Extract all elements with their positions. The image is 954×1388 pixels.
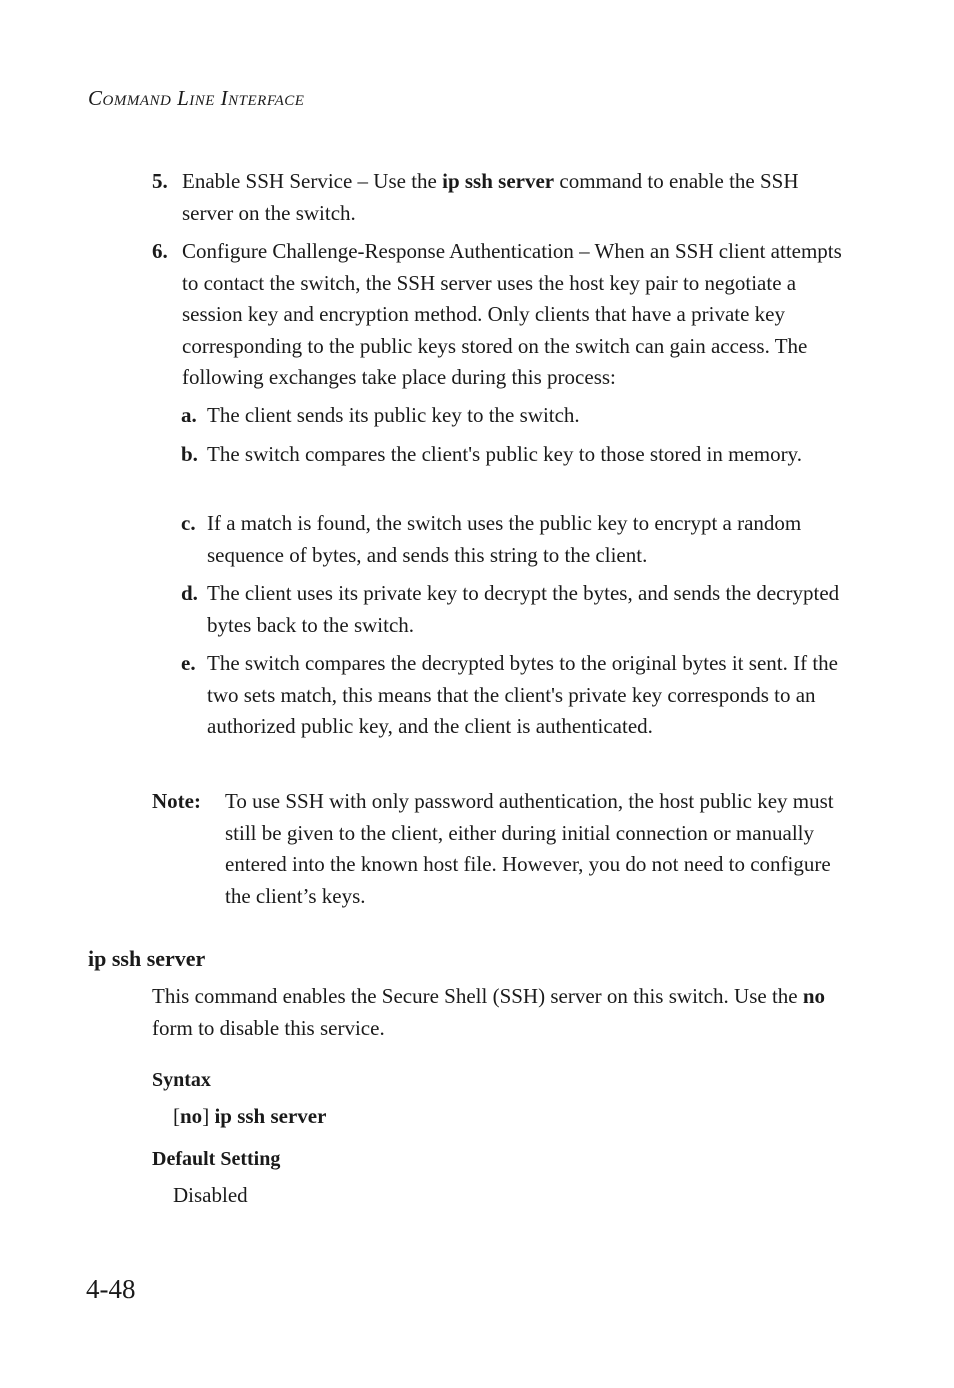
substep-letter: b. bbox=[181, 442, 198, 466]
substep-letter: a. bbox=[181, 403, 197, 427]
substep-b bbox=[181, 439, 853, 471]
substep-d bbox=[181, 578, 853, 641]
step-number: 5. bbox=[152, 169, 168, 193]
substep-letter: e. bbox=[181, 651, 196, 675]
command-ref: ip ssh server bbox=[442, 169, 555, 193]
default-setting-heading: Default Setting bbox=[152, 1148, 281, 1170]
default-setting-value: Disabled bbox=[173, 1183, 248, 1207]
note-block bbox=[152, 786, 852, 912]
substep-e bbox=[181, 648, 853, 743]
command-description: This command enables the Secure Shell (SSH) server on this switch. Use the no form to disable this service. bbox=[152, 984, 826, 1040]
step-5 bbox=[152, 166, 852, 229]
running-header: Command Line Interface bbox=[88, 86, 305, 110]
substep-text: If a match is found, the switch uses the public key to encrypt a random sequence of bytes, and sends this string to the client. bbox=[207, 511, 802, 567]
page-number: 4-48 bbox=[86, 1274, 136, 1304]
substep-text: The switch compares the client's public key to those stored in memory. bbox=[207, 442, 802, 466]
command-heading: ip ssh server bbox=[88, 946, 206, 971]
substep-c bbox=[181, 508, 853, 571]
substep-a bbox=[181, 400, 853, 432]
note-label: Note: bbox=[152, 789, 201, 813]
step-number: 6. bbox=[152, 239, 168, 263]
substep-text: The client sends its public key to the switch. bbox=[207, 403, 580, 427]
substep-text: The client uses its private key to decrypt the bytes, and sends the decrypted bytes back to the switch. bbox=[207, 581, 840, 637]
syntax-heading: Syntax bbox=[152, 1069, 211, 1091]
substep-letter: c. bbox=[181, 511, 196, 535]
syntax-line: [no] ip ssh server bbox=[173, 1104, 327, 1128]
step-6 bbox=[152, 236, 852, 394]
step-text: Configure Challenge-Response Authentication – When an SSH client attempts to contact the switch, the SSH server uses the host key pair to negotiate a session key and encryption method. Only clients that have a private key corresponding to the public keys stored on the switch can gain access. The following exchanges take place during this process: bbox=[182, 239, 842, 389]
step-text: Enable SSH Service – Use the ip ssh server command to enable the SSH server on the switch. bbox=[182, 169, 799, 225]
substep-letter: d. bbox=[181, 581, 198, 605]
substep-text: The switch compares the decrypted bytes to the original bytes it sent. If the two sets match, this means that the client's private key corresponds to an authorized public key, and the client is authenticated. bbox=[207, 651, 838, 738]
note-text: To use SSH with only password authentication, the host public key must still be given to the client, either during initial connection or manually entered into the known host file. However, you do not need to configure the client’s keys. bbox=[225, 789, 834, 908]
no-keyword: no bbox=[802, 984, 826, 1008]
